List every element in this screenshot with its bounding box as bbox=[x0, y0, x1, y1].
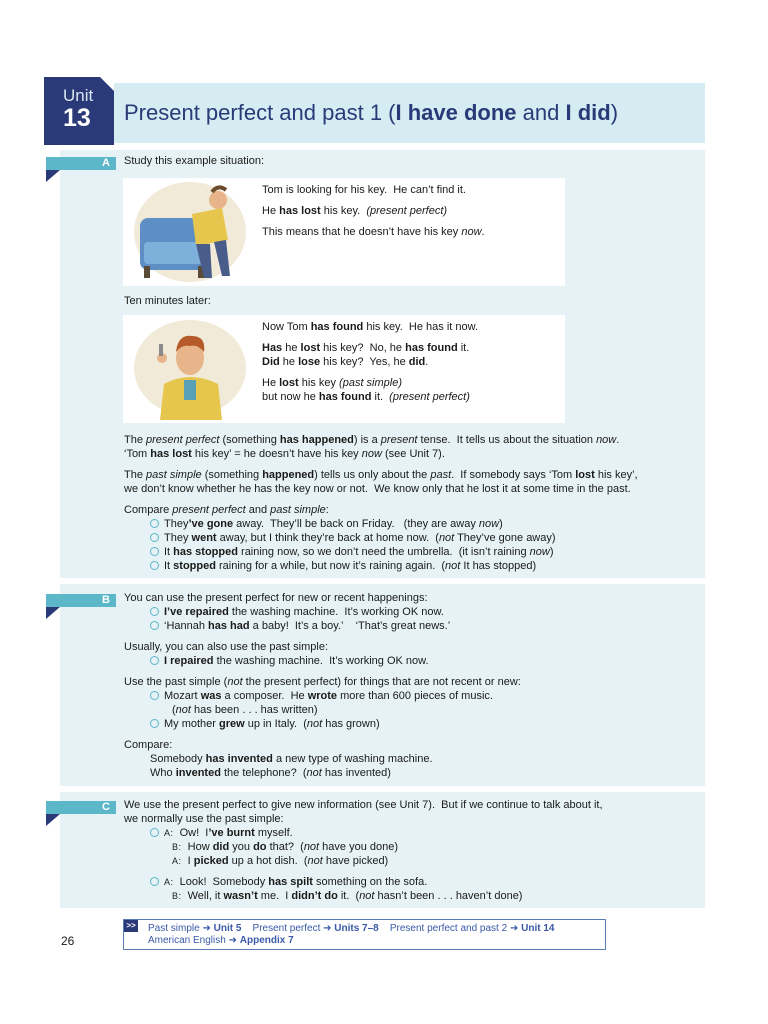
section-b-example-3: I repaired the washing machine. It’s working OK now. bbox=[150, 654, 429, 668]
section-b-compare-2: Who invented the telephone? (not has invented) bbox=[150, 767, 391, 779]
example-1-line-2: He has lost his key. (present perfect) bbox=[262, 205, 448, 217]
example-1-line-3: This means that he doesn’t have his key now. bbox=[262, 226, 485, 238]
section-a-example-3: It has stopped raining now, so we don’t need the umbrella. (it isn’t raining now) bbox=[150, 545, 554, 559]
bullet-icon bbox=[150, 656, 159, 665]
example-2-line-4: He lost his key (past simple) bbox=[262, 377, 403, 389]
section-a-example-1: They’ve gone away. They’ll be back on Friday. (they are away now) bbox=[150, 517, 503, 531]
example-2-line-3: Did he lose his key? Yes, he did. bbox=[262, 356, 429, 368]
section-a-para-2-line-2: we don’t know whether he has the key now or not. We know only that he lost it at some time in the past. bbox=[124, 483, 631, 495]
section-a-intro: Study this example situation: bbox=[124, 155, 265, 167]
bullet-icon bbox=[150, 547, 159, 556]
example-2-line-5: but now he has found it. (present perfect) bbox=[262, 391, 470, 403]
bullet-icon bbox=[150, 828, 159, 837]
page-number: 26 bbox=[61, 934, 75, 948]
section-b-tab-corner bbox=[46, 607, 60, 619]
page-title: Present perfect and past 1 (I have done and I did) bbox=[124, 100, 619, 125]
section-b-line-3: Use the past simple (not the present perfect) for things that are not recent or new: bbox=[124, 676, 521, 688]
unit-label: Unit bbox=[63, 86, 94, 105]
cross-reference-line-1 bbox=[148, 923, 554, 934]
section-c-line-2: we normally use the past simple: bbox=[124, 813, 284, 825]
bullet-icon bbox=[150, 533, 159, 542]
bullet-icon bbox=[150, 691, 159, 700]
unit-badge-notch bbox=[100, 77, 114, 91]
link-american-english[interactable]: American English ➜ Appendix 7 bbox=[148, 935, 294, 946]
section-a-compare: Compare present perfect and past simple: bbox=[124, 504, 329, 516]
example-2-line-2: Has he lost his key? No, he has found it. bbox=[262, 342, 470, 354]
section-a-para-1-line-1: The present perfect (something has happened) is a present tense. It tells us about the situation now. bbox=[124, 434, 620, 446]
section-c-dialog-1c: A: I picked up a hot dish. (not have picked) bbox=[172, 855, 389, 867]
illustration-man-searching-sofa bbox=[130, 180, 248, 284]
bullet-icon bbox=[150, 719, 159, 728]
section-c-tab: C bbox=[46, 801, 116, 814]
section-c-dialog-1b: B: How did you do that? (not have you done) bbox=[172, 841, 398, 853]
section-c-dialog-2b: B: Well, it wasn’t me. I didn’t do it. (not hasn’t been . . . haven’t done) bbox=[172, 890, 523, 902]
section-b-example-5: My mother grew up in Italy. (not has grown) bbox=[150, 717, 380, 731]
section-b-example-4b: (not has been . . . has written) bbox=[172, 704, 318, 716]
section-b-line-2: Usually, you can also use the past simple: bbox=[124, 641, 329, 653]
link-present-perfect-past-2[interactable]: Present perfect and past 2 ➜ Unit 14 bbox=[389, 923, 555, 934]
section-b-compare: Compare: bbox=[124, 739, 173, 751]
illustration-man-holding-key bbox=[130, 318, 248, 420]
section-a-tab-corner bbox=[46, 170, 60, 182]
bullet-icon bbox=[150, 877, 159, 886]
section-c-dialog-1a: A: Ow! I’ve burnt myself. bbox=[150, 826, 293, 840]
example-2-line-1: Now Tom has found his key. He has it now. bbox=[262, 321, 479, 333]
bullet-icon bbox=[150, 519, 159, 528]
cross-reference-line-2 bbox=[148, 935, 294, 946]
section-b-line-1: You can use the present perfect for new or recent happenings: bbox=[124, 592, 428, 604]
section-a-tab: A bbox=[46, 157, 116, 170]
section-b-tab: B bbox=[46, 594, 116, 607]
bullet-icon bbox=[150, 607, 159, 616]
section-b-compare-1: Somebody has invented a new type of washing machine. bbox=[150, 753, 433, 765]
section-c-dialog-2a: A: Look! Somebody has spilt something on the sofa. bbox=[150, 875, 427, 889]
example-1-line-1: Tom is looking for his key. He can’t find it. bbox=[262, 184, 466, 196]
link-past-simple[interactable]: Past simple ➜ Unit 5 bbox=[148, 923, 242, 934]
section-c-tab-corner bbox=[46, 814, 60, 826]
unit-number: 13 bbox=[63, 104, 91, 132]
section-a-example-2: They went away, but I think they’re back at home now. (not They’ve gone away) bbox=[150, 531, 556, 545]
ten-minutes-later: Ten minutes later: bbox=[124, 295, 211, 307]
bullet-icon bbox=[150, 561, 159, 570]
section-a-para-1-line-2: ‘Tom has lost his key’ = he doesn’t have his key now (see Unit 7). bbox=[124, 448, 445, 460]
section-b-example-2: ‘Hannah has had a baby! It’s a boy.’ ‘That’s great news.’ bbox=[150, 619, 450, 633]
section-b-example-4: Mozart was a composer. He wrote more than 600 pieces of music. bbox=[150, 689, 493, 703]
cross-reference-marker: >> bbox=[124, 920, 138, 932]
link-present-perfect[interactable]: Present perfect ➜ Units 7–8 bbox=[252, 923, 379, 934]
section-a-example-4: It stopped raining for a while, but now it’s raining again. (not It has stopped) bbox=[150, 559, 536, 573]
bullet-icon bbox=[150, 621, 159, 630]
section-a-para-2-line-1: The past simple (something happened) tells us only about the past. If somebody says ‘Tom lost his key’, bbox=[124, 469, 638, 481]
section-b-example-1: I’ve repaired the washing machine. It’s working OK now. bbox=[150, 605, 444, 619]
section-c-line-1: We use the present perfect to give new information (see Unit 7). But if we continue to talk about it, bbox=[124, 799, 603, 811]
